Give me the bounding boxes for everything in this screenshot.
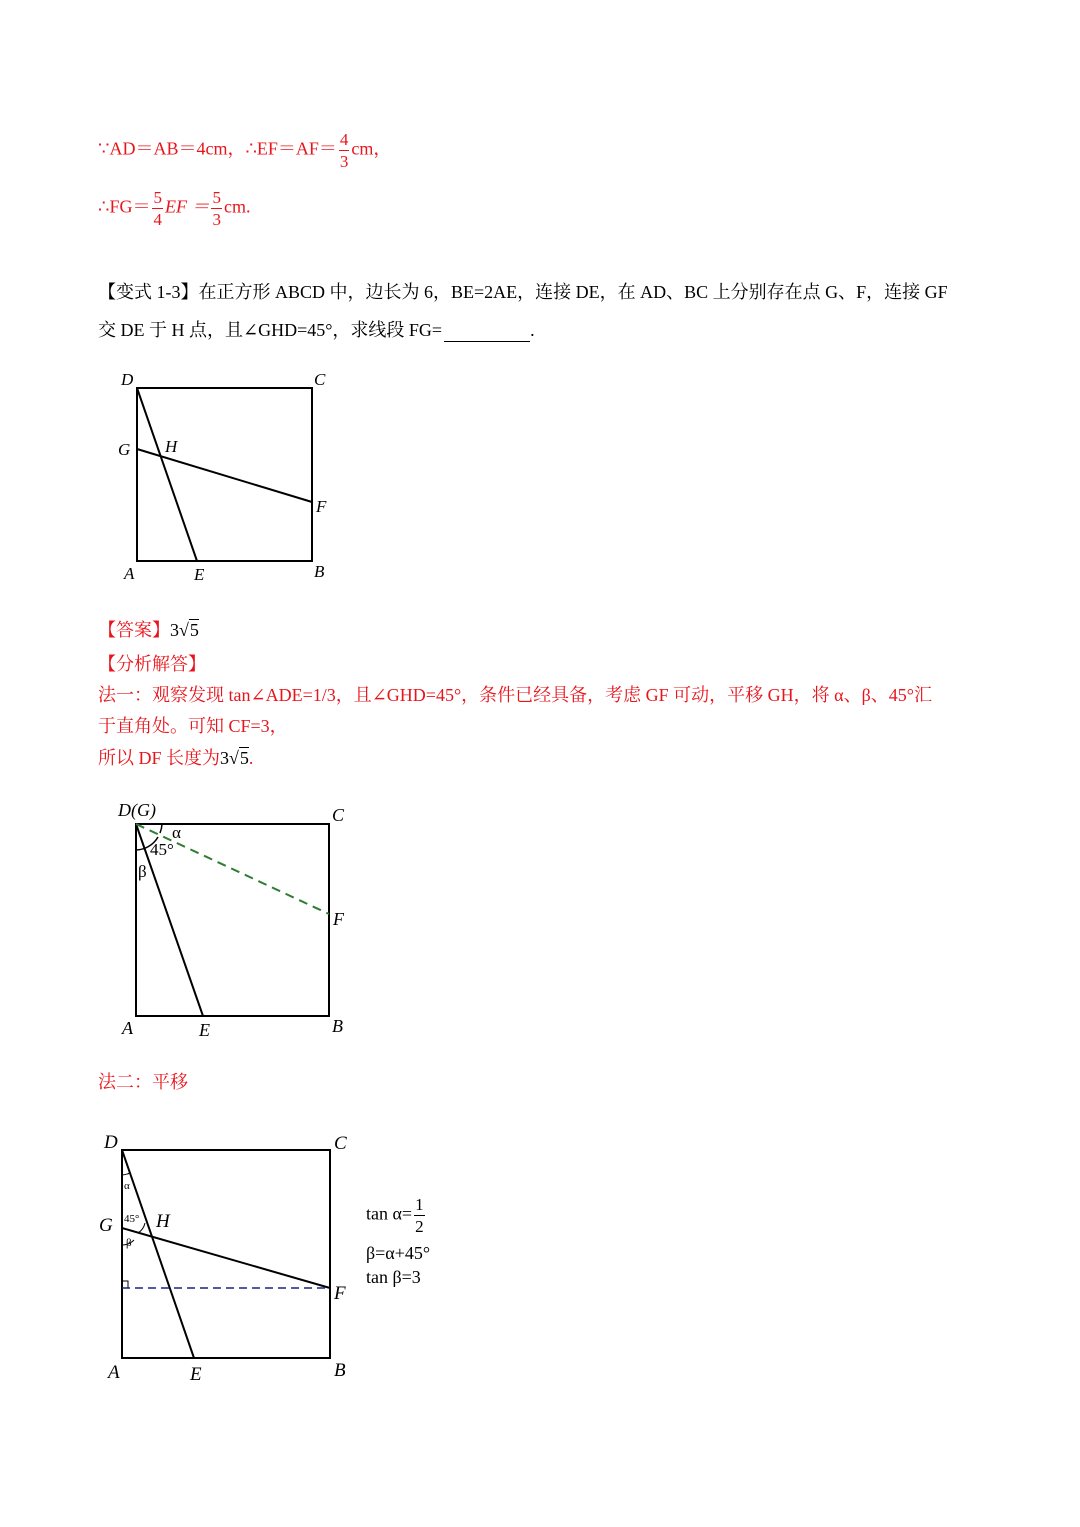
solution-line-2-suffix: cm. — [223, 196, 251, 217]
answer-radicand: 5 — [189, 620, 199, 640]
label-e: E — [199, 1020, 210, 1040]
segment-gf — [122, 1228, 330, 1288]
fraction-1-2 — [414, 1196, 425, 1235]
label-g: G — [99, 1215, 113, 1236]
fraction-numerator: 5 — [212, 188, 221, 207]
note-tan-beta: tan β=3 — [366, 1267, 421, 1287]
label-45: 45° — [124, 1213, 140, 1225]
problem-text-end: . — [530, 320, 535, 340]
solution-line-1 — [98, 131, 391, 170]
label-h: H — [165, 437, 178, 456]
label-45: 45° — [150, 840, 174, 859]
fraction-5-3 — [211, 189, 222, 228]
label-a: A — [108, 1362, 120, 1383]
problem-line-2 — [98, 316, 535, 342]
label-a: A — [124, 564, 135, 583]
problem-tag: 【变式 1-3】 — [98, 282, 199, 302]
label-d: D — [104, 1132, 118, 1153]
fraction-denominator: 3 — [339, 152, 349, 171]
fraction-denominator: 4 — [153, 210, 162, 229]
fraction-denominator: 2 — [415, 1217, 424, 1236]
answer-coefficient: 3 — [170, 620, 179, 640]
label-b: B — [334, 1360, 346, 1381]
label-e: E — [194, 565, 205, 584]
problem-text-1: 在正方形 ABCD 中，边长为 6，BE=2AE，连接 DE，在 AD、BC 上分别存在点 G、F，连接 GF — [198, 282, 948, 302]
method1-radicand: 5 — [239, 748, 249, 768]
fraction-5-4 — [152, 189, 163, 228]
note-tan-alpha-prefix: tan α= — [366, 1203, 413, 1224]
analysis-tag: 【分析解答】 — [98, 654, 206, 674]
solution-line-2-prefix: ∴FG＝ — [98, 196, 151, 217]
fraction-4-3 — [339, 131, 350, 170]
label-c: C — [314, 370, 326, 389]
solution-line-1-suffix: cm， — [351, 138, 392, 159]
figure-3-square-diagram — [90, 1125, 360, 1385]
problem-line-1 — [98, 278, 948, 304]
angle-alpha-arc — [122, 1173, 130, 1175]
square-abcd — [122, 1150, 330, 1358]
label-f: F — [334, 1283, 346, 1304]
label-c: C — [332, 805, 345, 825]
label-b: B — [314, 562, 325, 581]
fraction-numerator: 4 — [339, 130, 349, 149]
label-d: D — [121, 370, 134, 389]
dashed-df-line — [136, 824, 329, 914]
sqrt-symbol: √5 — [179, 620, 199, 640]
solution-line-2-mid: EF ＝ — [164, 196, 210, 217]
label-f: F — [316, 497, 327, 516]
fraction-numerator: 5 — [153, 188, 162, 207]
sqrt-symbol: √5 — [229, 748, 249, 768]
method2-title: 法二：平移 — [98, 1072, 188, 1092]
method1-line-3-prefix: 所以 DF 长度为 — [98, 748, 221, 768]
method1-line-3 — [98, 744, 253, 770]
fraction-numerator: 1 — [415, 1195, 424, 1214]
label-alpha: α — [172, 823, 181, 842]
label-h: H — [156, 1211, 170, 1232]
method1-line-2: 于直角处。可知 CF=3， — [98, 716, 288, 736]
segment-de — [137, 388, 197, 561]
label-e: E — [190, 1364, 202, 1385]
method1-line-3-suffix: . — [248, 748, 254, 768]
method1-coefficient: 3 — [220, 748, 230, 768]
note-tan-alpha — [366, 1196, 427, 1235]
label-dg: D(G) — [118, 800, 156, 820]
method1-value — [220, 748, 249, 768]
label-g: G — [118, 440, 131, 459]
solution-line-1-prefix: ∵AD＝AB＝4cm，∴EF＝AF＝ — [98, 138, 337, 159]
label-c: C — [334, 1133, 347, 1154]
answer-tag: 【答案】 — [98, 620, 170, 640]
solution-line-2 — [98, 189, 250, 228]
fraction-denominator: 3 — [212, 210, 221, 229]
figure-1-square-diagram — [100, 360, 360, 590]
answer-value — [170, 620, 199, 640]
note-beta: β=α+45° — [366, 1243, 431, 1263]
problem-text-2: 交 DE 于 H 点，且∠GHD=45°，求线段 FG= — [98, 320, 443, 340]
figure-2-square-diagram — [100, 790, 370, 1050]
label-a: A — [122, 1018, 133, 1038]
label-b: B — [332, 1016, 343, 1036]
label-beta: β — [138, 862, 147, 881]
angle-alpha-arc — [160, 824, 162, 833]
label-f: F — [333, 909, 344, 929]
segment-de — [122, 1150, 194, 1358]
label-beta: β — [126, 1237, 132, 1249]
label-alpha: α — [124, 1180, 130, 1192]
method1-line-1: 法一：观察发现 tan∠ADE=1/3，且∠GHD=45°，条件已经具备，考虑 GF 可动，平移 GH，将 α、β、45°汇 — [98, 685, 932, 705]
segment-gf — [137, 449, 312, 502]
answer-line — [98, 616, 199, 642]
answer-blank — [444, 320, 530, 342]
